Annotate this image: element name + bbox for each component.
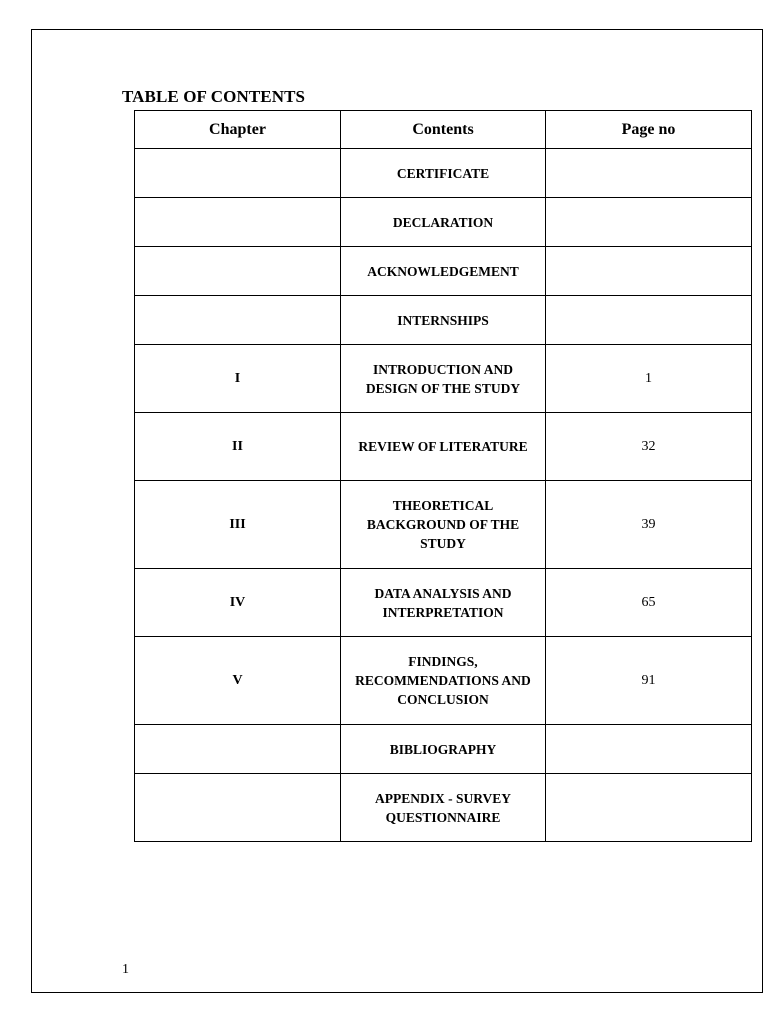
chapter-cell [135,296,341,345]
contents-cell: APPENDIX - SURVEY QUESTIONNAIRE [341,774,546,842]
page-cell: 65 [546,569,752,637]
chapter-cell [135,774,341,842]
contents-cell: REVIEW OF LITERATURE [341,413,546,481]
page-cell [546,725,752,774]
chapter-cell [135,149,341,198]
page-cell: 91 [546,637,752,725]
header-page-no: Page no [546,111,752,149]
page-cell: 39 [546,481,752,569]
contents-cell: INTERNSHIPS [341,296,546,345]
contents-cell: CERTIFICATE [341,149,546,198]
page-cell [546,247,752,296]
chapter-cell: V [135,637,341,725]
header-chapter: Chapter [135,111,341,149]
table-row [135,725,752,774]
table-row [135,345,752,413]
chapter-cell: II [135,413,341,481]
chapter-cell [135,725,341,774]
table-row [135,481,752,569]
chapter-cell [135,198,341,247]
table-row [135,637,752,725]
page-cell [546,774,752,842]
contents-cell: ACKNOWLEDGEMENT [341,247,546,296]
table-row [135,149,752,198]
table-row [135,774,752,842]
page-cell: 32 [546,413,752,481]
table-row [135,413,752,481]
contents-cell: FINDINGS, RECOMMENDATIONS AND CONCLUSION [341,637,546,725]
document-title: TABLE OF CONTENTS [122,87,306,106]
contents-cell: THEORETICAL BACKGROUND OF THE STUDY [341,481,546,569]
contents-cell: DATA ANALYSIS AND INTERPRETATION [341,569,546,637]
table-row [135,198,752,247]
table-row [135,247,752,296]
page-cell [546,296,752,345]
contents-cell: BIBLIOGRAPHY [341,725,546,774]
contents-cell: DECLARATION [341,198,546,247]
table-row [135,569,752,637]
chapter-cell: III [135,481,341,569]
page-cell [546,198,752,247]
chapter-cell: I [135,345,341,413]
page-cell: 1 [546,345,752,413]
header-contents: Contents [341,111,546,149]
table-header-row [135,111,752,149]
page-number: 1 [122,962,129,977]
chapter-cell: IV [135,569,341,637]
chapter-cell [135,247,341,296]
contents-cell: INTRODUCTION AND DESIGN OF THE STUDY [341,345,546,413]
page-cell [546,149,752,198]
table-row [135,296,752,345]
table-of-contents [134,110,752,842]
